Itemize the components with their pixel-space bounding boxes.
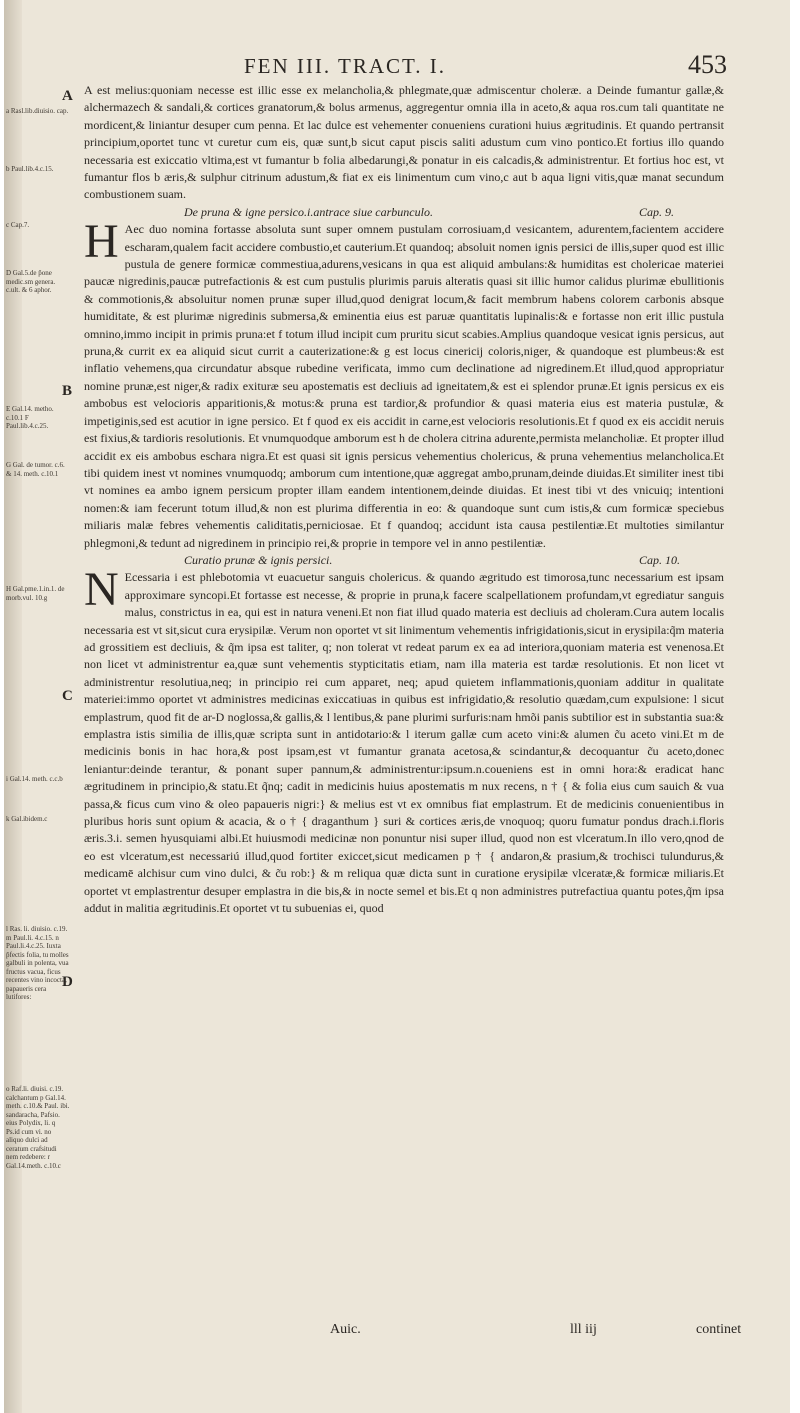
drop-cap-h: H	[84, 215, 119, 269]
paragraph-chapter9	[84, 215, 724, 552]
page-footer	[4, 1322, 790, 1352]
margin-note: E Gal.14. metho. c.10.1 F Paul.lib.4.c.25.	[6, 405, 54, 430]
margin-note: b Paul.lib.4.c.15.	[6, 165, 54, 173]
paragraph-chapter10	[84, 563, 724, 917]
paragraph-chapter8-ending: A est melius:quoniam necesse est illic esse ex melancholia,& phlegmate,quæ admiscentur choleræ. a Deinde fumantur gallæ,& alchermazech & sandali,& cortices granatorum,& bolus armenus, aggregentur omnia illa in aceto,& aqua ros.cum tali quantitate ne mordicent,& liniantur desuper cum penna. Et lac dulce est vehementer conueniens curationi huius ægritudinis. Et quando pertransit principium,oportet tunc vt curetur cum eis, quæ sunt,b sicut caput piscis saliti adustum cum vino pontico.Et fortius illo quando necessaria est exiccatio vltima,est vt fumantur b folia albedarungi,& ponatur in eis calcadis,& administrentur. Et fortius hoc est, vt fumantur flos b æris,& sulphur citrinum adustum,& fiat ex eis linimentum cum vino,c aut b aqua ligni vitis,quæ manat secundum combustionem suam.	[84, 83, 724, 202]
section-letter-c: C	[62, 688, 73, 704]
chapter-10-heading	[84, 552, 724, 569]
margin-note: a Rasl.lib.diuisio. cap.	[6, 107, 69, 115]
chapter-9-heading	[84, 204, 724, 221]
catchword-left: Auic.	[330, 1322, 361, 1337]
chapter-10-number: Cap. 10.	[639, 552, 681, 567]
margin-note: H Gal.pme.1.in.1. de morb.vul. 10.g	[6, 585, 65, 602]
margin-notes-column	[6, 85, 72, 1325]
chapter-9-title: De pruna & igne persico.i.antrace siue carbunculo.	[184, 204, 433, 219]
section-letter-a: A	[62, 88, 73, 104]
margin-note: D Gal.5.de p̃one medic.sm genera. c.ult. & 6 aphor.	[6, 269, 56, 294]
signature-mark: lll iij	[570, 1322, 597, 1337]
section-letter-d: D	[62, 974, 73, 990]
margin-note: o Raf.li. diuisi. c.19. calchantum p Gal.14. meth. c.10.& Paul. ibi. sandaracha, Pafsio. eius Polydix, li. q Ps.id cum vi. no aliquo dulci ad ceratum crafsitudi nem redebere: r Gal.14.meth. c.10.c	[6, 1085, 70, 1170]
chapter-9-number: Cap. 9.	[639, 204, 675, 219]
drop-cap-n: N	[84, 563, 119, 617]
paragraph-chapter9-text: Aec duo nomina fortasse absoluta sunt super omnem pustulam corrosiuam,d vesicantem, adurentem,facientem accidere escharam,qualem facit accidere combustio,et cauterium.Et quandoq; absoluit nomen ignis persici de illis,super quod est illic pustula de genere formicæ commestiua,adurens,vesicans in qua est aliquid ambulans:& humiditas est cholericae materiei paucæ nigredinis,paucæ putrefactionis & est cum pustulis plurimis paruis alteratis quasi sit illic humor calidus plurimæ ebullitionis & commotionis,& absoluitur nomen prunæ super illud,quod denigrat locum,& facit membrum habens colorem carbonis absque humiditate, & est plurimæ nigredinis submersa,& eminentia eius est paruæ quantitatis lupinalis:& e fortasse non erit illic pustula omnino,immo incipit in primis pruna:et f totum illud incipit cum pruritu sicut scabies.Amplius quandoque vesicat ignis persicus, aut pruna,& currit ex ea aliquid sicut currit a cauterizatione:& g est locus cinericij coloris,niger, & quandoque est plumbeus:& est inflatio vehemens,qua circundatur absque rubedine verificata, immo cum declinatione ad nigredinem.Et illud,quod appropriatur nomine prunæ,est niger,& radix exituræ seu apostematis est decliuis ad igneitatem,& est ei splendor prunæ.Et ignis persicus ex eis ambobus est velocioris apparitionis,& motus:& pruna est tardior,& profundior & quasi materia eius est materia pustulæ, & impetiginis,sed est acutior in igne persico. Et f quod ex eis accidit in carne,est velocioris resolutionis.Et f quod ex eis accidit neruis est fixius,& tardioris resolutionis. Et vnumquodque amborum est h de cholera citrina adurente,permista melancholiæ. Et propter illud accidit ex eis ambobus eschara nigra.Et est quasi sit ignis persicus vehementius cholericus, & pruna vehementius melancholica.Et tibi quidem inest vt nomines vnumquodq; amborum cum intentione,quæ aggregat ambo,prunam,deinde diuidas.Et similiter inest tibi vt nomines ea ambo ignem persicum propter illam eandem intentionem,deinde diuidas. Et inest tibi vt des vnicuiq; intentioni nomen:& iam fecerunt totum illud,& non est plurima differentia in eo: & quandoque sunt cum istis,& cum formicæ speciebus miliaris malæ febres vehementis caliditatis,perniciosae. Et f quandoq; accidunt ista causa pestilentiæ.Et multoties similantur phlegmoni,& tedunt ad nigredinem in principio rei,& proprie in tempore vel in anno pestilentiæ.	[84, 222, 724, 550]
margin-note: l Ras. li. diuisio. c.19. m Paul.li. 4.c.15. n Paul.li.4.c.25. Iuxta p̃fectis folia, tu molles galbuli in polenta, vua fructus vacua, ficus recentes vino incocta, papaueris cera lutifores:	[6, 925, 69, 1001]
margin-note: G Gal. de tumor. c.6. & 14. meth. c.10.1	[6, 461, 65, 478]
margin-note: c Cap.7.	[6, 221, 30, 229]
chapter-10-title: Curatio prunæ & ignis persici.	[184, 552, 333, 567]
section-letter-b: B	[62, 383, 73, 399]
running-title: FEN III. TRACT. I.	[244, 54, 447, 78]
page-header	[4, 42, 790, 78]
page-number: 453	[688, 50, 727, 79]
margin-note: i Gal.14. meth. c.c.b	[6, 775, 63, 783]
paragraph-chapter10-text: Ecessaria i est phlebotomia vt euacuetur sanguis cholericus. & quando ægritudo est timorosa,tunc necessarium est ipsam approximare syncopi.Et fortasse est necesse, & proprie in pruna,k facere scalpellationem profundam,vt egrediatur sanguis malus, constrictus in ea, qui est in natura veneni.Et non fiat illud quado materia est decliuis ad choleram.Cura autem localis necessaria est vt sit,sicut cura erysipilæ. Verum non oportet vt sit linimentum vehementis infrigidationis,sicut in erysipila:q̃m materia ad grossitiem est decliuis, & q̃m ipsa est taliter, q; non tolerat vt redeat parum ex ea ad interiora,quoniam materia est venenosa.Et non licet vt administrentur ea,quæ sunt vehementis stypticitatis etiam, nam illa materia est tardæ resolutionis. Et non licet vt administrentur resolutiua,neq; in principio rei cum apparet, neq; apud quietem inflammationis,quoniam additur in qualitate materiei:immo oportet vt administres medicinas exiccatiuas in quibus est infrigidatio,& resolutio quædam,cum expulsione: l sicut emplastrum, quod fit de ar-D noglossa,& gallis,& l lentibus,& pane plurimi surfuris:nam hmõi panis subtilior est in substantia sua:& emplastra istis similia de illis,quæ scripta sunt in antidotario:& l iterum gallæ cum aceto vini:& alumen c̃u aceto vini.Et m de medicinis bonis in hac hora,& post ipsam,est vt fumantur granata acetosa,& scindantur,& decoquantur c̃u aceto,donec leniantur:deinde terantur, & ponant super pannum,& administrentur:ipsum.n.coueniens est in omni hora:& eradicat hanc ægritudinem in principio,& statu.Et q̃nq; cadit in medicinis huius apostematis m nux recens, n † { & folia eius cum sauich & vua passa,& ficus cum vino & oleo papaueris nigri:} & melius est vt ex omnibus fiat emplastrum. Et de medicinis conuenientibus in pluribus horis sunt opium & acacia, & o † { draganthum } suri & cortices æris,de vnoquoq; quoru fumatur pondus drach.i.floris æris.3.i. semen hyusquiami albi.Et huiusmodi medicinæ non ponuntur nisi super illud, quod non est vlceratum.In illo vero,qnod de eo est vlceratum,est necessariú illud,quod fortiter exiccet,sicut medicamen p † { andaron,& prasium,& trochisci tulundurus,& medicamē alchisur cum vino dulci, & c̃u rob:} & m reliqua quæ dicta sunt in curatione erysipilæ vlceratæ,& formicæ miliaris.Et oportet vt emplastrentur desuper emplastra in die bis,& in nocte semel et bis.Et q non administres putrefactiua quantu potes,q̃m ipsa addut in malitia ægritudinis.Et oportet vt tu subuenias ei, quod	[84, 570, 724, 916]
catchword-right: continet	[696, 1322, 742, 1337]
main-text-column	[84, 82, 724, 1322]
book-page	[4, 0, 790, 1413]
margin-note: k Gal.ibidem.c	[6, 815, 48, 823]
